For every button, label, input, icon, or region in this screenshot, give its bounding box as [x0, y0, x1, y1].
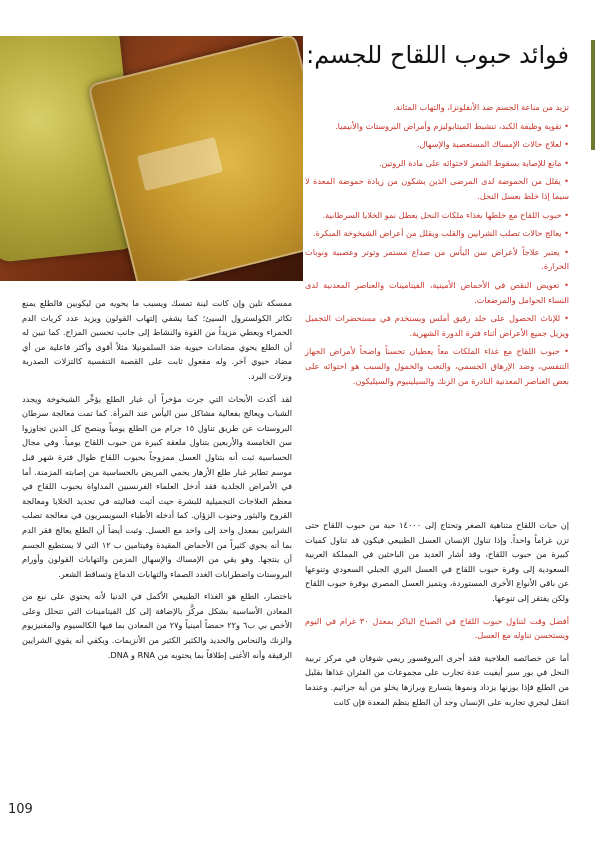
list-item: • يعالج حالات تصلب الشرايين والقلب ويقلل من أعراض الشيخوخة المبكرة. — [312, 228, 569, 239]
list-item: تزيد من مناعة الجسم ضد الأنفلونزا، والتهاب المثانة. — [393, 102, 569, 112]
list-item: • لعلاج حالات الإمساك المستعصية والإسهال. — [416, 139, 569, 150]
paragraph-left-3: باختصار، الطلع هو الغذاء الطبيعي الأكمل في الدنيا لأنه يحتوي على نبع من المعادن الأساسية بشكل مركَّز بالإضافة إلى كل الفيتامينات التي تتحلل وعلى الأخص بي ب٦ و٢٢ حمضاً أمينياً و٢٧ من المعادن بما فيها الكالسيوم والمغنيزيوم والزنك والنحاس والحديد والكثير الكثير من الأنزيمات. ويكفي أنه يقوي الشرايين الرقيقة وأنه الأغنى إطلاقاً بما يحتويه من RNA و DNA. — [22, 591, 293, 660]
benefits-list — [305, 100, 569, 388]
paragraph-left-2: لقد أكدت الأبحاث التي جرت مؤخراً أن غبار الطلع يؤخِّر الشيخوخة ويجدد الشباب ويعالج بفعالية مشاكل سن اليأس عند المرأة. كما تمت معالجة سرطان البروستات عن طريق تناول ١٥ جرام من الطلع يومياً وينصح كل الذين تجاوزوا سن الخامسة والأربعين بتناول ملعقة كبيرة من حبوب اللقاح يومياً. وفي مجال الحساسية ثبت أنه بتناول العسل ممزوجاً بحبوب اللقاح طوال فترة شهر قبل موسم تطاير غبار طلع الأزهار يحمي المريض بالحساسية من إصابته المزمنة. أما في الأمراض الجلدية فقد أدخل العلماء الفرنسيين المداواة بحبوب اللقاح في معظم العلاجات التجميلية للبشرة حيث أثبت فعاليته في تجديد الخلايا ومعالجة القروح والبثور وحبوب الزؤان. كما أدخله الأطباء السويسريون في معالجة تصلب الشرايين بمعدل واحد إلى واحد مع العسل. وثبت أيضاً أن الطلع يعالج فقر الدم بما أنه يحوي كثيراً من الأحماض المقيدة وفيتامين ب ١٢ التي لا يستطيع الجسم أن ينتجها. وهو يقي من الإمساك والإسهال المزمن والتهابات القولون وأورام البروستات واضطرابات الغدد الصماء والتهابات الدماغ وتساقط الشعر. — [22, 393, 292, 579]
benefits-column — [305, 100, 569, 392]
body-left-column — [22, 296, 292, 670]
list-item: • تعويض النقص في الأحماض الأمينية، الفيتامينات والعناصر المعدنية لدى النساء الحوامل والمرضعات. — [305, 279, 569, 305]
pollen-photo — [0, 36, 303, 281]
list-item: • حبوب اللقاح مع غذاء الملكات معاً يعطيان تحسناً واضحاً لأمراض الجهاز التنفسي، وضد الإرهاق الجسمي، والتعب والخمول والسبب هو احتوائه على بعض العناصر المعدنية النادرة من الزنك والسيلينيوم والسيليكون. — [305, 346, 569, 386]
list-item: • مانع للإصابة بسقوط الشعر لاحتوائه على مادة الروتين. — [378, 157, 569, 168]
list-item: • حبوب اللقاح مع خلطها بغذاء ملكات النحل يعطل نمو الخلايا السرطانية. — [322, 209, 569, 220]
list-item: • يقلل من الحموضة لدى المرضى الذين يشكون من زيادة حموضة المعدة لا سيما إذا خلط بعسل النحل. — [305, 176, 569, 201]
paragraph-therapeutic: أما عن خصائصه العلاجية فقد أجرى البروفسور ريمي شوفان في مركز تربية النحل في بور سير أيفيت عدة تجارب على مجموعات من الفئران غذاها بقليل من الطلع فإذا بوزنها يزداد ونموها يتسارع وبرازها يخلو من أية جراثيم. وعندما انتقل ليجري تجاربه على الإنسان وجد أن الطلع ينظم المعدة فإن كانت — [305, 652, 569, 707]
list-item: • يعتبر علاجاً لأعراض سن اليأس من صداع مستمر وتوتر وعصبية ونوبات الحرارة. — [305, 246, 569, 272]
page-title: فوائد حبوب اللقاح للجسم: — [306, 41, 569, 69]
list-item: • تقوية وظيفة الكبد، تنشيط الميتابوليزم وأمراض البروستات والأنيميا. — [335, 120, 569, 131]
body-right-column — [305, 518, 569, 717]
page-number: 109 — [8, 802, 33, 817]
paragraph-grains: إن حبات اللقاح متناهية الصغر وتحتاج إلى ١٤٠٠٠ حبة من حبوب اللقاح حتى تزن غراماً واحداً. وإذا تناول الإنسان العسل الطبيعي فيكون قد تناول كميات كبيرة من حبوب اللقاح، وقد أشار العديد من الباحثين في المملكة العربية السعودية إلى وفرة حبوب اللقاح في العسل البري الجبلي السعودي وتنوعها عن باقي الأنواع الأخرى المستوردة، ويتميز العسل المصري بوفرة حبوب اللقاح ولكن يفتقر إلى تنوعها. — [305, 520, 570, 603]
paragraph-best-time: أفضل وقت لتناول حبوب اللقاح في الصباح الباكر بمعدل ٣٠ غرام في اليوم ويستحسن تناوله مع العسل. — [305, 615, 569, 641]
list-item: • للإناث الحصول على جلد رقيق أملس ويستخدم في مستحضرات التجميل ويزيل جميع الأعراض أثناء فترة الدورة الشهرية. — [305, 313, 569, 338]
paragraph-left-1: ممسكة تلين وإن كانت لينة تمسك ويسبب ما يحويه من ليكوبين فالطلع يمنع تكاثر الكولسترول السيئ؛ كما يشفي إلتهاب القولون ويزيد عدد كريات الدم الحمراء ويعطي مزيداً من القوة والنشاط إلى جانب تحسين المزاج. كما تبين له أن الطلع يحوي مضادات حيوية ضد السلمونيلا مثلاً أقوى وأكثر فاعلية من أي مضاد حيوي آخر. وله مفعول ثابت على القصبة التنفسية كالتزلات الصدرية ونزلات البرد. — [22, 298, 292, 381]
leaf-edge — [591, 40, 595, 150]
